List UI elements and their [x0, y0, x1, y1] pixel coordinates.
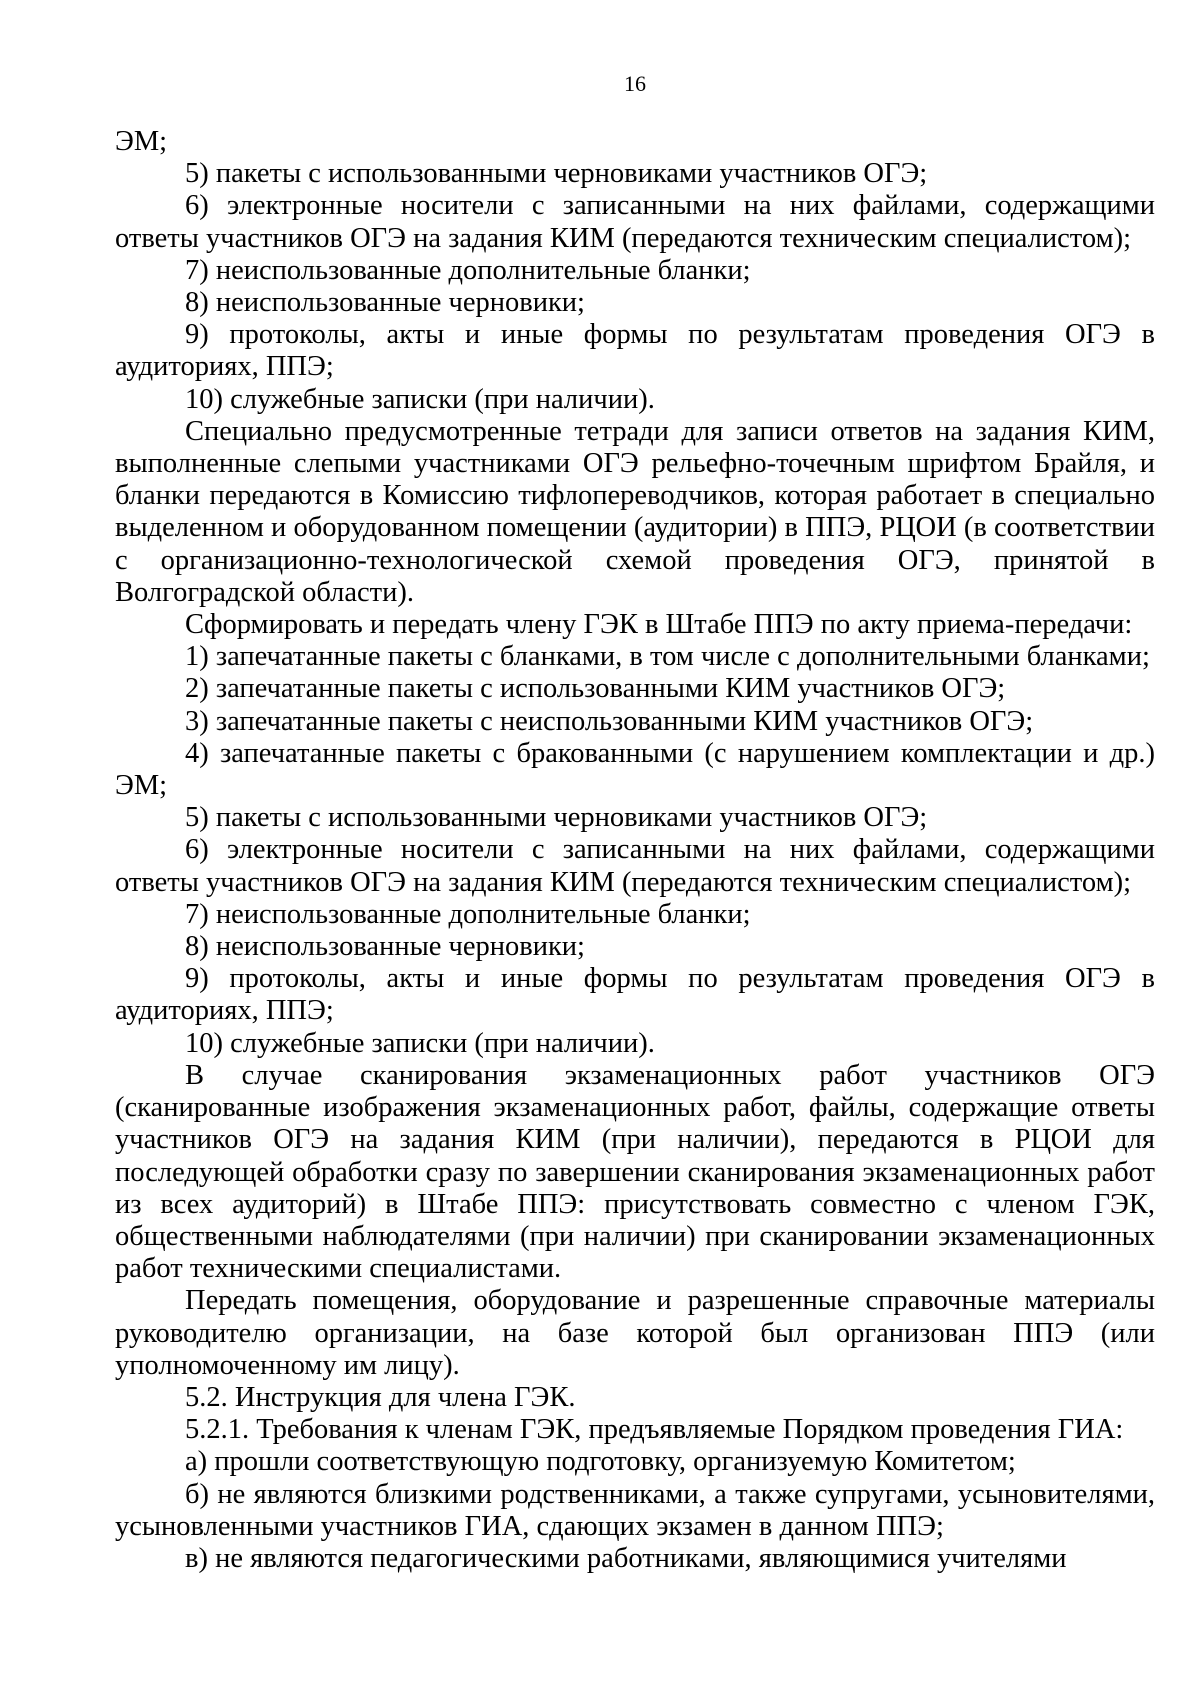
list-item: 7) неиспользованные дополнительные бланки; — [185, 254, 751, 286]
list-item: а) прошли соответствующую подготовку, организуемую Комитетом; — [185, 1446, 1016, 1478]
subsection-heading: 5.2.1. Требования к членам ГЭК, предъявляемые Порядком проведения ГИА: — [185, 1414, 1124, 1446]
list-item: 1) запечатанные пакеты с бланками, в том числе с дополнительными бланками; — [185, 641, 1150, 673]
list-item: в) не являются педагогическими работниками, являющимися учителями — [185, 1542, 1067, 1574]
list-item: 9) протоколы, акты и иные формы по результатам проведения ОГЭ в аудиториях, ППЭ; — [115, 319, 1155, 383]
list-item: б) не являются близкими родственниками, а также супругами, усыновителями, усыновленными участников ГИА, сдающих экзамен в данном ППЭ; — [115, 1478, 1155, 1542]
list-item: 8) неиспользованные черновики; — [185, 931, 585, 963]
paragraph: ЭМ; — [115, 126, 168, 157]
list-item: 3) запечатанные пакеты с неиспользованными КИМ участников ОГЭ; — [185, 705, 1034, 737]
list-item: 5) пакеты с использованными черновиками участников ОГЭ; — [185, 802, 928, 834]
list-item: 7) неиспользованные дополнительные бланки; — [185, 898, 751, 930]
list-item: 5) пакеты с использованными черновиками участников ОГЭ; — [185, 158, 928, 190]
paragraph: Передать помещения, оборудование и разрешенные справочные материалы руководителю организации, на базе которой был организован ППЭ (или уполномоченному им лицу). — [115, 1285, 1155, 1381]
page-number: 16 — [624, 71, 646, 96]
paragraph: В случае сканирования экзаменационных работ участников ОГЭ (сканированные изображения экзаменационных работ, файлы, содержащие ответы участников ОГЭ на задания КИМ (при наличии), передаются в РЦОИ для последующей обработки сразу по завершении сканирования экзаменационных работ из всех аудиторий) в Штабе ППЭ: присутствовать совместно с членом ГЭК, общественными наблюдателями (при наличии) при сканировании экзаменационных работ техническими специалистами. — [115, 1059, 1155, 1285]
list-item: 2) запечатанные пакеты с использованными КИМ участников ОГЭ; — [185, 673, 1006, 705]
list-item: 10) служебные записки (при наличии). — [185, 383, 655, 415]
list-item: 6) электронные носители с записанными на них файлами, содержащими ответы участников ОГЭ на задания КИМ (передаются техническим специалистом); — [115, 190, 1155, 254]
list-item: 8) неиспользованные черновики; — [185, 287, 585, 319]
list-item: 6) электронные носители с записанными на них файлами, содержащими ответы участников ОГЭ на задания КИМ (передаются техническим специалистом); — [115, 834, 1155, 898]
list-item: 4) запечатанные пакеты с бракованными (с нарушением комплектации и др.) ЭМ; — [115, 737, 1155, 802]
list-item: 9) протоколы, акты и иные формы по результатам проведения ОГЭ в аудиториях, ППЭ; — [115, 963, 1155, 1027]
paragraph: Специально предусмотренные тетради для записи ответов на задания КИМ, выполненные слепыми участниками ОГЭ рельефно-точечным шрифтом Брайля, и бланки передаются в Комиссию тифлопереводчиков, которая работает в специально выделенном и оборудованном помещении (аудитории) в ППЭ, РЦОИ (в соответствии с организационно-технологической схемой проведения ОГЭ, принятой в Волгоградской области). — [115, 415, 1155, 608]
document-body — [115, 126, 1155, 1575]
section-heading: 5.2. Инструкция для члена ГЭК. — [185, 1381, 576, 1413]
list-item: 10) служебные записки (при наличии). — [185, 1027, 655, 1059]
paragraph: Сформировать и передать члену ГЭК в Штабе ППЭ по акту приема-передачи: — [185, 609, 1133, 641]
